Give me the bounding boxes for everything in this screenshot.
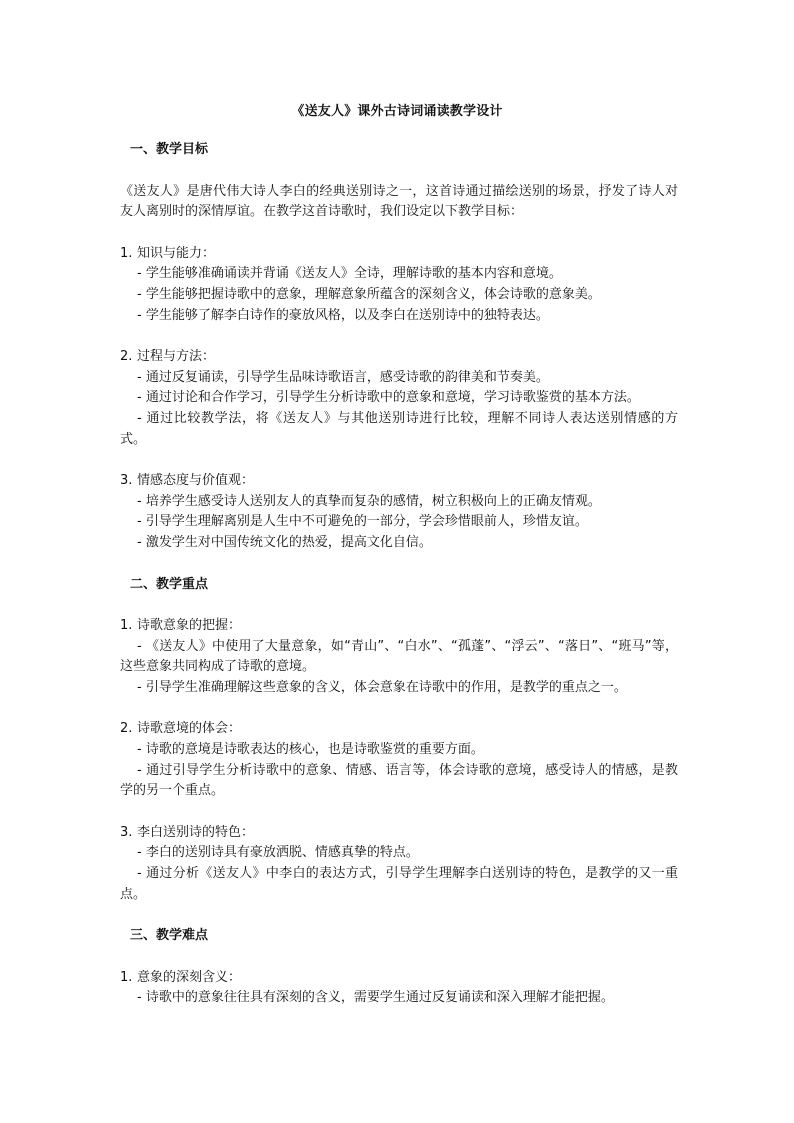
item-title: 情感态度与价值观： [137,473,255,489]
item-title: 李白送别诗的特色： [137,824,255,840]
item-title: 过程与方法： [137,349,216,365]
list-item [120,616,678,698]
list-item [120,471,678,553]
list-item [120,719,678,801]
list-item [120,347,678,450]
list-item [120,968,678,1009]
bullet-text: - 《送友人》中使用了大量意象，如“青山”、“白水”、“孤蓬”、“浮云”、“落日”、“班马”等，这些意象共同构成了诗歌的意境。 [120,638,678,675]
bullet-text: - 引导学生理解离别是人生中不可避免的一部分，学会珍惜眼前人，珍惜友谊。 [137,514,588,530]
bullet-text: - 通过反复诵读，引导学生品味诗歌语言，感受诗歌的韵律美和节奏美。 [137,369,549,385]
item-number: 2. [120,721,133,737]
item-number: 3. [120,824,133,840]
bullet-text: - 激发学生对中国传统文化的热爱，提高文化自信。 [137,534,432,550]
section-heading: 三、教学难点 [130,928,209,944]
document-body [120,140,678,1030]
item-title: 诗歌意境的体会： [137,721,242,737]
bullet-text: - 学生能够准确诵读并背诵《送友人》全诗，理解诗歌的基本内容和意境。 [137,266,562,282]
item-number: 1. [120,618,133,634]
bullet-text: - 学生能够了解李白诗作的豪放风格，以及李白在送别诗中的独特表达。 [137,307,549,323]
bullet-text: - 培养学生感受诗人送别友人的真挚而复杂的感情，树立积极向上的正确友情观。 [137,493,601,509]
bullet-text: - 通过引导学生分析诗歌中的意象、情感、语言等，体会诗歌的意境，感受诗人的情感，是教学的另一个重点。 [120,762,678,799]
bullet-text: - 李白的送别诗具有豪放洒脱、情感真挚的特点。 [137,845,419,861]
bullet-text: - 学生能够把握诗歌中的意象，理解意象所蕴含的深刻含义，体会诗歌的意象美。 [137,286,601,302]
list-item [120,244,678,326]
item-title: 知识与能力： [137,245,216,261]
item-number: 3. [120,473,133,489]
section-heading: 一、教学目标 [130,142,209,157]
bullet-text: - 引导学生准确理解这些意象的含义，体会意象在诗歌中的作用，是教学的重点之一。 [137,679,627,695]
document-title: 《送友人》课外古诗词诵读教学设计 [291,104,503,119]
item-number: 2. [120,349,133,365]
item-number: 1. [120,969,133,985]
bullet-text: - 通过讨论和合作学习，引导学生分析诗歌中的意象和意境，学习诗歌鉴赏的基本方法。 [137,390,640,406]
bullet-text: - 通过分析《送友人》中李白的表达方式，引导学生理解李白送别诗的特色，是教学的又一重点。 [120,866,678,902]
item-number: 1. [120,245,133,261]
list-item [120,823,678,905]
intro-paragraph: 《送友人》是唐代伟大诗人李白的经典送别诗之一，这首诗通过描绘送别的场景，抒发了诗人对友人离别时的深情厚谊。在教学这首诗歌时，我们设定以下教学目标： [120,183,678,220]
bullet-text: - 诗歌中的意象往往具有深刻的含义，需要学生通过反复诵读和深入理解才能把握。 [137,990,614,1006]
section-heading: 二、教学重点 [130,576,209,592]
bullet-text: - 通过比较教学法，将《送友人》与其他送别诗进行比较，理解不同诗人表达送别情感的方式。 [120,410,678,447]
item-title: 诗歌意象的把握： [137,618,242,634]
item-title: 意象的深刻含义： [137,969,242,985]
bullet-text: - 诗歌的意境是诗歌表达的核心，也是诗歌鉴赏的重要方面。 [137,742,484,758]
